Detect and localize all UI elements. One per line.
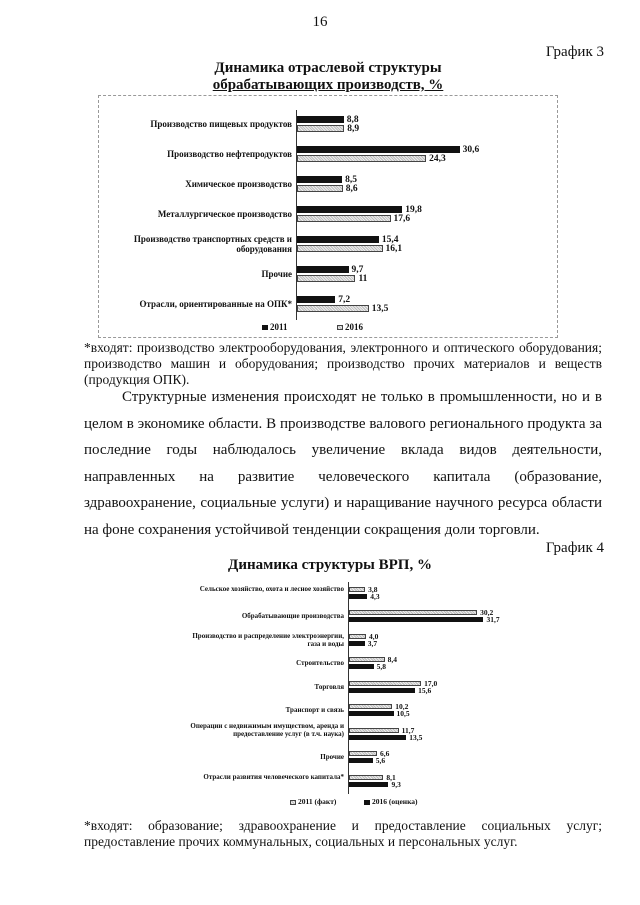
body-paragraph-text: Структурные изменения происходят не только в промышленности, но и в целом в экономике области. В производстве валового регионального продукта за последние годы наблюдалось увеличение вклада видов деятельности, направленных на развитие человеческого капитала (образование, здравоохранение, социальные услуги) и наращивание научного ресурса области на фоне сохранения устойчивой тенденции сокращения доли торговли. bbox=[84, 389, 602, 538]
bar-2011 bbox=[349, 775, 383, 780]
bar-2011 bbox=[349, 681, 421, 686]
legend-swatch-dotted bbox=[337, 325, 343, 330]
data-label: 17,6 bbox=[393, 214, 411, 224]
data-label: 13,5 bbox=[409, 732, 423, 742]
category-label: Прочие bbox=[261, 269, 292, 279]
bar-2016 bbox=[349, 782, 388, 787]
chart2-title: Динамика структуры ВРП, % bbox=[228, 557, 432, 573]
category-label: Производство пищевых продуктов bbox=[150, 119, 292, 129]
data-label: 5,8 bbox=[376, 662, 386, 672]
data-label: 11 bbox=[358, 274, 368, 284]
data-label: 17,0 bbox=[424, 678, 438, 688]
legend-swatch-dark bbox=[364, 800, 370, 805]
category-label: Отрасли, ориентированные на ОПК* bbox=[139, 299, 292, 309]
data-label: 3,7 bbox=[367, 638, 378, 648]
chart1-frame bbox=[98, 95, 558, 338]
data-label: 24,3 bbox=[429, 154, 446, 164]
chart1-legend-2011 bbox=[262, 322, 288, 332]
category-label: Операции с недвижимым имуществом, аренда и предоставление услуг (в т.ч. наука) bbox=[190, 721, 344, 738]
chart1-title bbox=[100, 60, 556, 94]
category-label: Строительство bbox=[296, 659, 344, 668]
bar-2011 bbox=[349, 587, 365, 592]
data-label: 13,5 bbox=[371, 304, 389, 314]
chart2-legend-2011 bbox=[290, 797, 336, 806]
data-label: 3,8 bbox=[368, 584, 378, 594]
data-label: 8,4 bbox=[387, 655, 397, 665]
bar-2011 bbox=[349, 634, 366, 639]
bar-2016 bbox=[349, 735, 406, 740]
y-axis-line bbox=[348, 582, 349, 794]
data-label: 30,2 bbox=[480, 608, 494, 618]
chart1-footnote: *входят: производство электрооборудования, электронного и оптического оборудования; производство машин и оборудования; производство прочих материалов и веществ (продукция ОПК). bbox=[84, 340, 602, 387]
bar-2016 bbox=[349, 688, 415, 693]
data-label: 7,2 bbox=[338, 295, 351, 305]
category-label: Прочие bbox=[320, 753, 344, 762]
chart1-title-line2: обрабатывающих производств, % bbox=[212, 77, 444, 93]
bar-2011 bbox=[349, 704, 392, 709]
data-label: 10,5 bbox=[396, 709, 410, 719]
bar-2011 bbox=[349, 728, 399, 733]
data-label: 15,6 bbox=[418, 685, 432, 695]
category-label: Производство транспортных средств и оборудования bbox=[133, 234, 292, 254]
chart2-footnote: *входят: образование; здравоохранение и предоставление социальных услуг; предоставление прочих коммунальных, социальных и персональных услуг. bbox=[84, 818, 602, 849]
chart1-legend-2016 bbox=[337, 322, 363, 332]
page-number: 16 bbox=[312, 14, 328, 30]
chart2-label: График 4 bbox=[545, 540, 604, 556]
data-label: 11,7 bbox=[401, 725, 415, 735]
category-label: Металлургическое производство bbox=[157, 209, 292, 219]
legend-label: 2016 bbox=[345, 322, 363, 332]
body-paragraph bbox=[84, 384, 602, 544]
data-label: 8,6 bbox=[345, 184, 358, 194]
chart1-label: График 3 bbox=[545, 44, 604, 60]
bar-2011 bbox=[349, 751, 377, 756]
chart2-legend-2016 bbox=[364, 797, 418, 806]
bar-2016 bbox=[349, 664, 374, 669]
data-label: 4,0 bbox=[368, 631, 379, 641]
bar-2016 bbox=[349, 641, 365, 646]
bar-2016 bbox=[349, 758, 373, 763]
data-label: 8,8 bbox=[346, 115, 359, 125]
category-label: Химическое производство bbox=[185, 179, 292, 189]
data-label: 9,3 bbox=[391, 779, 401, 789]
legend-label: 2011 (факт) bbox=[298, 797, 337, 806]
data-label: 9,7 bbox=[351, 265, 364, 275]
category-label: Производство и распределение электроэнергии, газа и воды bbox=[192, 631, 344, 648]
data-label: 8,9 bbox=[347, 124, 360, 134]
bar-2011 bbox=[349, 610, 477, 615]
category-label: Обрабатывающие производства bbox=[241, 612, 344, 621]
legend-swatch-dark bbox=[262, 325, 268, 330]
bar-2016 bbox=[349, 711, 394, 716]
data-label: 31,7 bbox=[486, 615, 500, 625]
category-label: Отрасли развития человеческого капитала* bbox=[203, 772, 344, 781]
bar-2016 bbox=[349, 617, 483, 622]
data-label: 4,3 bbox=[370, 591, 380, 601]
data-label: 15,4 bbox=[381, 235, 399, 245]
data-label: 5,6 bbox=[375, 756, 386, 766]
data-label: 19,8 bbox=[405, 205, 422, 215]
category-label: Торговля bbox=[314, 682, 344, 691]
legend-swatch-dotted bbox=[290, 800, 296, 805]
category-label: Транспорт и связь bbox=[285, 706, 344, 715]
data-label: 16,1 bbox=[385, 244, 403, 254]
category-label: Производство нефтепродуктов bbox=[167, 149, 292, 159]
chart1-title-line1: Динамика отраслевой структуры bbox=[214, 60, 442, 76]
category-label: Сельское хозяйство, охота и лесное хозяйство bbox=[199, 584, 344, 593]
data-label: 6,6 bbox=[380, 749, 390, 759]
bar-2011 bbox=[349, 657, 385, 662]
data-label: 10,2 bbox=[395, 702, 409, 712]
data-label: 8,5 bbox=[345, 175, 358, 185]
bar-2016 bbox=[349, 594, 367, 599]
data-label: 8,1 bbox=[386, 772, 396, 782]
legend-label: 2011 bbox=[270, 322, 288, 332]
legend-label: 2016 (оценка) bbox=[372, 797, 418, 806]
data-label: 30,6 bbox=[462, 145, 480, 155]
